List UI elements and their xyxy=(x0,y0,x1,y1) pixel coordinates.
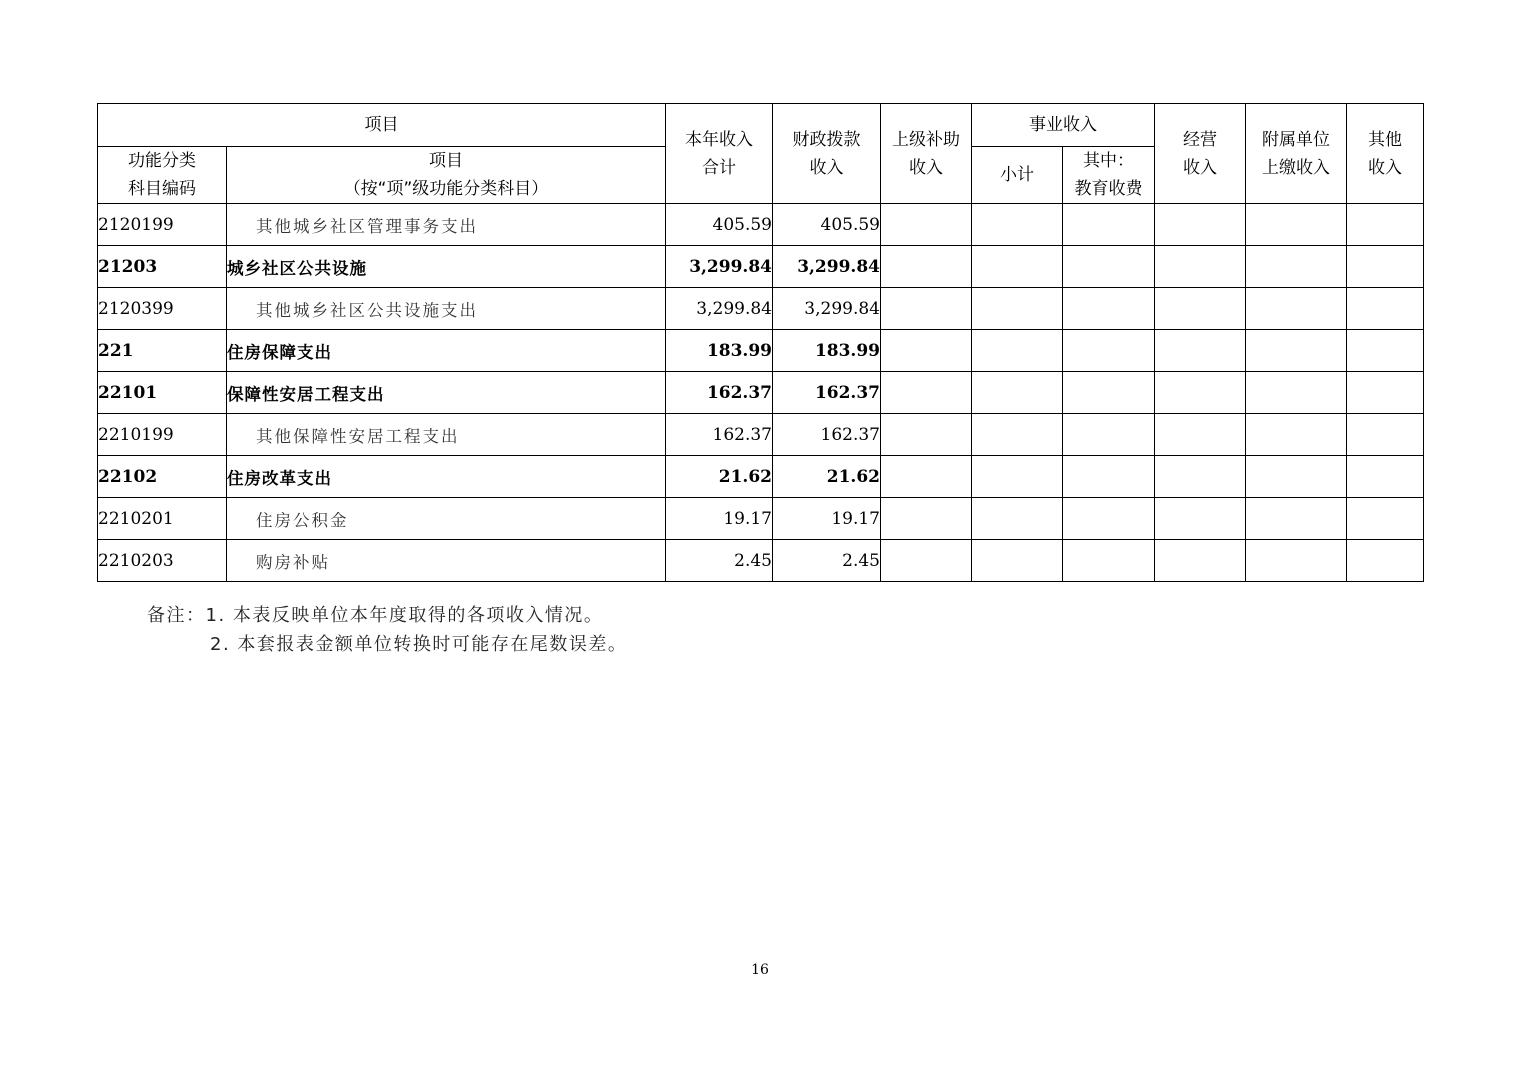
row-education xyxy=(1063,246,1155,288)
row-fiscal: 405.59 xyxy=(773,204,881,246)
row-operating xyxy=(1155,330,1246,372)
total-income-header-line1: 本年收入 xyxy=(685,129,753,150)
education-fee-header xyxy=(1063,147,1155,204)
table-row xyxy=(98,456,1424,498)
operating-income-header-line2: 收入 xyxy=(1183,157,1217,178)
row-code: 2210201 xyxy=(98,498,227,540)
code-header-line2: 科目编码 xyxy=(128,179,196,199)
superior-subsidy-header-line2: 收入 xyxy=(909,157,943,178)
education-fee-header-line2: 教育收费 xyxy=(1074,179,1143,199)
row-name: 住房改革支出 xyxy=(227,456,666,498)
row-other xyxy=(1347,246,1424,288)
row-subtotal xyxy=(972,330,1063,372)
table-row xyxy=(98,246,1424,288)
row-subtotal xyxy=(972,204,1063,246)
row-name: 住房公积金 xyxy=(227,498,666,540)
row-other xyxy=(1347,330,1424,372)
row-affiliated xyxy=(1246,246,1347,288)
row-fiscal: 162.37 xyxy=(773,414,881,456)
row-education xyxy=(1063,372,1155,414)
row-other xyxy=(1347,456,1424,498)
row-code: 22101 xyxy=(98,372,227,414)
code-header-line1: 功能分类 xyxy=(128,151,196,171)
name-header-line1: 项目 xyxy=(429,151,463,171)
row-code: 2120399 xyxy=(98,288,227,330)
row-superior xyxy=(881,204,972,246)
row-operating xyxy=(1155,414,1246,456)
row-affiliated xyxy=(1246,456,1347,498)
name-header xyxy=(227,147,666,204)
row-fiscal: 3,299.84 xyxy=(773,288,881,330)
row-education xyxy=(1063,330,1155,372)
row-fiscal: 2.45 xyxy=(773,540,881,582)
row-education xyxy=(1063,204,1155,246)
row-total: 162.37 xyxy=(666,372,773,414)
row-subtotal xyxy=(972,246,1063,288)
row-other xyxy=(1347,288,1424,330)
other-income-header-line2: 收入 xyxy=(1368,157,1402,178)
note-line-2: 2. 本套报表金额单位转换时可能存在尾数误差。 xyxy=(210,634,628,655)
row-name: 住房保障支出 xyxy=(227,330,666,372)
affiliated-income-header-line1: 附属单位 xyxy=(1262,129,1330,150)
row-fiscal: 183.99 xyxy=(773,330,881,372)
row-superior xyxy=(881,330,972,372)
table-row xyxy=(98,540,1424,582)
fiscal-income-header xyxy=(773,104,881,204)
row-total: 3,299.84 xyxy=(666,288,773,330)
row-total: 21.62 xyxy=(666,456,773,498)
row-superior xyxy=(881,498,972,540)
row-education xyxy=(1063,414,1155,456)
row-superior xyxy=(881,288,972,330)
row-education xyxy=(1063,288,1155,330)
page-number: 16 xyxy=(751,962,769,978)
row-superior xyxy=(881,540,972,582)
row-operating xyxy=(1155,288,1246,330)
affiliated-income-header-line2: 上缴收入 xyxy=(1262,157,1330,178)
row-education xyxy=(1063,456,1155,498)
row-subtotal xyxy=(972,456,1063,498)
fiscal-income-header-line1: 财政拨款 xyxy=(792,129,861,150)
row-code: 21203 xyxy=(98,246,227,288)
subtotal-header: 小计 xyxy=(972,147,1063,204)
row-operating xyxy=(1155,456,1246,498)
row-total: 3,299.84 xyxy=(666,246,773,288)
row-subtotal xyxy=(972,498,1063,540)
row-code: 22102 xyxy=(98,456,227,498)
row-subtotal xyxy=(972,372,1063,414)
row-education xyxy=(1063,540,1155,582)
row-affiliated xyxy=(1246,288,1347,330)
table-row xyxy=(98,204,1424,246)
row-subtotal xyxy=(972,414,1063,456)
table-row xyxy=(98,498,1424,540)
table-row xyxy=(98,288,1424,330)
row-superior xyxy=(881,372,972,414)
total-income-header-line2: 合计 xyxy=(702,157,736,178)
row-name: 其他保障性安居工程支出 xyxy=(227,414,666,456)
row-fiscal: 162.37 xyxy=(773,372,881,414)
notes xyxy=(147,601,627,659)
business-income-header: 事业收入 xyxy=(972,104,1155,147)
row-affiliated xyxy=(1246,330,1347,372)
row-other xyxy=(1347,372,1424,414)
row-total: 162.37 xyxy=(666,414,773,456)
row-name: 其他城乡社区管理事务支出 xyxy=(227,204,666,246)
income-table xyxy=(97,103,1424,582)
row-other xyxy=(1347,204,1424,246)
row-other xyxy=(1347,540,1424,582)
row-name: 城乡社区公共设施 xyxy=(227,246,666,288)
education-fee-header-line1: 其中： xyxy=(1083,151,1134,171)
row-subtotal xyxy=(972,540,1063,582)
superior-subsidy-header-line1: 上级补助 xyxy=(892,129,960,150)
row-total: 183.99 xyxy=(666,330,773,372)
table-row xyxy=(98,414,1424,456)
row-affiliated xyxy=(1246,372,1347,414)
superior-subsidy-header xyxy=(881,104,972,204)
row-operating xyxy=(1155,498,1246,540)
row-code: 2210199 xyxy=(98,414,227,456)
row-subtotal xyxy=(972,288,1063,330)
operating-income-header xyxy=(1155,104,1246,204)
row-superior xyxy=(881,456,972,498)
other-income-header-line1: 其他 xyxy=(1368,129,1402,150)
row-superior xyxy=(881,246,972,288)
project-header: 项目 xyxy=(98,104,666,147)
fiscal-income-header-line2: 收入 xyxy=(809,157,844,178)
row-affiliated xyxy=(1246,540,1347,582)
row-code: 2120199 xyxy=(98,204,227,246)
row-code: 2210203 xyxy=(98,540,227,582)
row-affiliated xyxy=(1246,414,1347,456)
row-education xyxy=(1063,498,1155,540)
affiliated-income-header xyxy=(1246,104,1347,204)
note-line-1: 备注：1. 本表反映单位本年度取得的各项收入情况。 xyxy=(147,605,604,626)
code-header xyxy=(98,147,227,204)
row-superior xyxy=(881,414,972,456)
row-operating xyxy=(1155,204,1246,246)
row-name: 购房补贴 xyxy=(227,540,666,582)
name-header-line2: （按“项”级功能分类科目） xyxy=(343,179,549,199)
row-total: 2.45 xyxy=(666,540,773,582)
row-fiscal: 19.17 xyxy=(773,498,881,540)
row-affiliated xyxy=(1246,498,1347,540)
row-total: 19.17 xyxy=(666,498,773,540)
other-income-header xyxy=(1347,104,1424,204)
row-affiliated xyxy=(1246,204,1347,246)
row-other xyxy=(1347,414,1424,456)
row-fiscal: 21.62 xyxy=(773,456,881,498)
row-total: 405.59 xyxy=(666,204,773,246)
row-operating xyxy=(1155,540,1246,582)
row-code: 221 xyxy=(98,330,227,372)
row-operating xyxy=(1155,372,1246,414)
row-fiscal: 3,299.84 xyxy=(773,246,881,288)
row-other xyxy=(1347,498,1424,540)
table-row xyxy=(98,330,1424,372)
row-name: 保障性安居工程支出 xyxy=(227,372,666,414)
row-name: 其他城乡社区公共设施支出 xyxy=(227,288,666,330)
table-row xyxy=(98,372,1424,414)
row-operating xyxy=(1155,246,1246,288)
total-income-header xyxy=(666,104,773,204)
operating-income-header-line1: 经营 xyxy=(1183,129,1217,150)
